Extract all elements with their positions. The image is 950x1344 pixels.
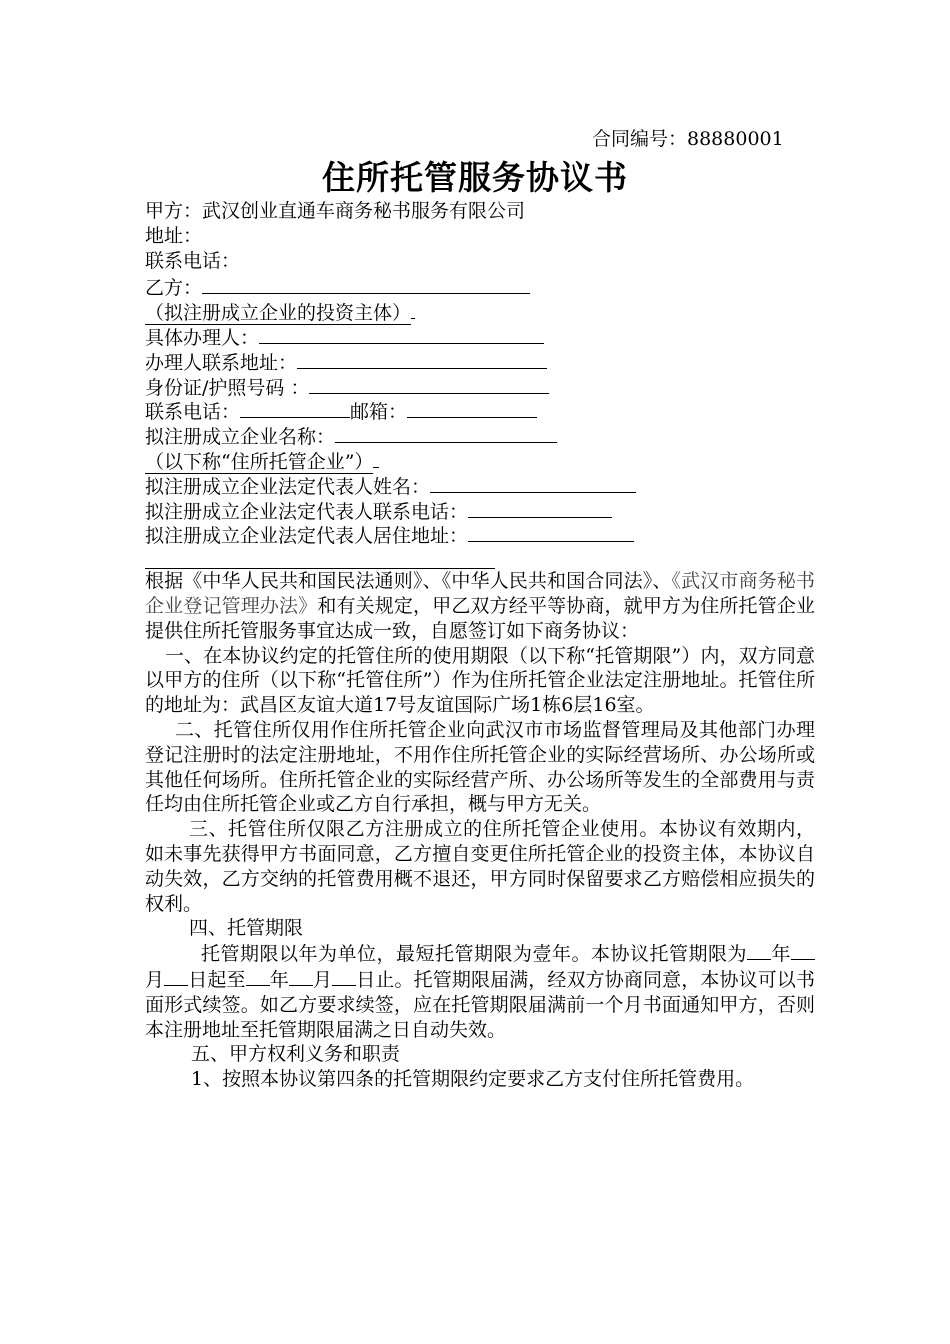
rep-name-field xyxy=(145,472,815,497)
id-number-blank[interactable] xyxy=(309,373,549,394)
clause-3: 三、托管住所仅限乙方注册成立的住所托管企业使用。本协议有效期内，如未事先获得甲方书面同意，乙方擅自变更住所托管企业的投资主体，本协议自动失效，乙方交纳的托管费用概不退还，甲方同时保留要求乙方赔偿相应损失的权利。 xyxy=(145,818,815,915)
party-b-note xyxy=(145,298,815,323)
document-title: 住所托管服务协议书 xyxy=(322,158,628,197)
rep-address-field xyxy=(145,521,815,546)
party-b-field xyxy=(145,273,815,298)
agent-blank[interactable] xyxy=(259,323,544,344)
phone-email-field xyxy=(145,397,815,422)
rep-address-blank[interactable] xyxy=(468,521,634,542)
clause-4-body: 托管期限以年为单位，最短托管期限为壹年。本协议托管期限为 年月 日起至 年 月 日止。托管期限届满，经双方协商同意，本协议可以书面形式续签。如乙方要求续签，应在托管期限届满前一个月书面通知甲方，否则本注册地址至托管期限届满之日自动失效。 xyxy=(145,943,815,1041)
party-a-address: 地址： xyxy=(145,224,203,247)
company-name-label: 拟注册成立企业名称： xyxy=(145,426,336,449)
clause-4-text-a: 托管期限以年为单位，最短托管期限为壹年。本协议托管期限为 xyxy=(201,943,747,966)
party-a-phone: 联系电话： xyxy=(145,249,241,272)
end-day-blank[interactable] xyxy=(332,967,356,986)
end-month-blank[interactable] xyxy=(289,967,313,986)
clause-4-text-b: 托管期限届满，经双方协商同意，本协议可以书面形式续签。如乙方要求续签，应在托管期限届满前一个月书面通知甲方，否则本注册地址至托管期限届满之日自动失效。 xyxy=(145,968,815,1041)
rep-phone-blank[interactable] xyxy=(468,497,612,518)
agent-label: 具体办理人： xyxy=(145,326,260,349)
agent-address-label: 办理人联系地址： xyxy=(145,351,298,374)
agent-field xyxy=(145,323,815,348)
rep-phone-field xyxy=(145,497,815,522)
rep-address-label: 拟注册成立企业法定代表人居住地址： xyxy=(145,525,469,548)
clause-5-item-1: 1、按照本协议第四条的托管期限约定要求乙方支付住所托管费用。 xyxy=(191,1068,755,1091)
clause-2: 二、托管住所仅用作住所托管企业向武汉市市场监督管理局及其他部门办理登记注册时的法定注册地址，不用作住所托管企业的实际经营场所、办公场所或其他任何场所。住所托管企业的实际经营产所、办公场所等发生的全部费用与责任均由住所托管企业或乙方自行承担，概与甲方无关。 xyxy=(145,718,815,816)
rep-name-label: 拟注册成立企业法定代表人姓名： xyxy=(145,475,431,498)
party-b-note-text: （拟注册成立企业的投资主体） xyxy=(145,302,412,325)
party-b-label: 乙方： xyxy=(145,277,203,300)
preamble-regulation: 《武汉市商务秘书企业登记管理办法》 xyxy=(145,570,815,617)
company-name-field xyxy=(145,422,815,447)
clause-5-title: 五、甲方权利义务和职责 xyxy=(191,1043,401,1066)
start-month-blank[interactable] xyxy=(791,941,815,960)
document-body xyxy=(145,199,815,1092)
start-day-blank[interactable] xyxy=(164,967,188,986)
id-number-label: 身份证/护照号码 ： xyxy=(145,376,310,399)
phone-blank[interactable] xyxy=(240,397,350,418)
agent-address-blank[interactable] xyxy=(297,348,547,369)
preamble xyxy=(145,569,815,643)
company-note-text: （以下称“住所托管企业”） xyxy=(145,450,374,473)
preamble-laws: 根据《中华人民共和国民法通则》、《中华人民共和国合同法》、 xyxy=(145,570,672,593)
preamble-rest: 和有关规定，甲乙双方经平等协商，就甲方为住所托管企业提供住所托管服务事宜达成一致，自愿签订如下商务协议： xyxy=(145,594,815,642)
party-b-blank[interactable] xyxy=(202,273,530,294)
company-name-blank[interactable] xyxy=(335,422,557,443)
contract-number: 合同编号：88880001 xyxy=(592,128,784,150)
id-number-field xyxy=(145,373,815,398)
phone-label: 联系电话： xyxy=(145,401,241,424)
party-a-name: 甲方：武汉创业直通车商务秘书服务有限公司 xyxy=(145,200,526,222)
email-blank[interactable] xyxy=(407,397,537,418)
rep-phone-label: 拟注册成立企业法定代表人联系电话： xyxy=(145,500,469,523)
clause-1: 一、在本协议约定的托管住所的使用期限（以下称“托管期限”）内，双方同意以甲方的住所（以下称“托管住所”）作为住所托管企业法定注册地址。托管住所的地址为：武昌区友谊大道17号友谊国际广场1栋6层16室。 xyxy=(145,644,815,717)
email-label: 邮箱： xyxy=(350,401,408,424)
rep-address-blank-line[interactable] xyxy=(145,546,495,569)
start-year-blank[interactable] xyxy=(747,941,771,960)
end-year-blank[interactable] xyxy=(246,967,270,986)
rep-name-blank[interactable] xyxy=(430,472,636,493)
clause-4-title: 四、托管期限 xyxy=(189,917,304,940)
agent-address-field xyxy=(145,348,815,373)
company-note xyxy=(145,447,815,472)
